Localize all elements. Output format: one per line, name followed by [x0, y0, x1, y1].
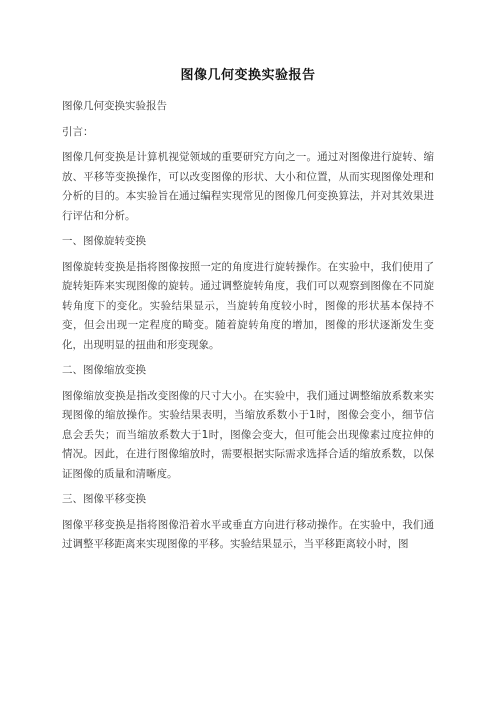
intro-label: 引言：	[62, 125, 94, 138]
document-subtitle: 图像几何变换实验报告	[62, 100, 167, 112]
document-title: 图像几何变换实验报告	[180, 68, 316, 83]
section-paragraph-scaling: 图像缩放变换是指改变图像的尺寸大小。在实验中，我们通过调整缩放系数来实现图像的缩放操作。实验结果表明，当缩放系数小于1时，图像会变小，细节信息会丢失；而当缩放系数大于1时，图像会变大，但可能会出现像素过度拉伸的情况。因此，在进行图像缩放时，需要根据实际需求选择合适的缩放系数，以保证图像的质量和清晰度。	[62, 389, 434, 480]
section-heading-scaling: 二、图像缩放变换	[62, 364, 146, 376]
section-paragraph-rotation: 图像旋转变换是指将图像按照一定的角度进行旋转操作。在实验中，我们使用了旋转矩阵来实现图像的旋转。通过调整旋转角度，我们可以观察到图像在不同旋转角度下的变化。实验结果显示，当旋转角度较小时，图像的形状基本保持不变，但会出现一定程度的畸变。随着旋转角度的增加，图像的形状逐渐发生变化，出现明显的扭曲和形变现象。	[62, 260, 434, 351]
section-paragraph-translation: 图像平移变换是指将图像沿着水平或垂直方向进行移动操作。在实验中，我们通过调整平移距离来实现图像的平移。实验结果显示，当平移距离较小时，图	[62, 518, 434, 550]
section-heading-rotation: 一、图像旋转变换	[62, 235, 146, 247]
section-heading-translation: 三、图像平移变换	[62, 493, 146, 505]
intro-paragraph: 图像几何变换是计算机视觉领域的重要研究方向之一。通过对图像进行旋转、缩放、平移等变换操作，可以改变图像的形状、大小和位置，从而实现图像处理和分析的目的。本实验旨在通过编程实现常见的图像几何变换算法，并对其效果进行评估和分析。	[62, 151, 434, 222]
